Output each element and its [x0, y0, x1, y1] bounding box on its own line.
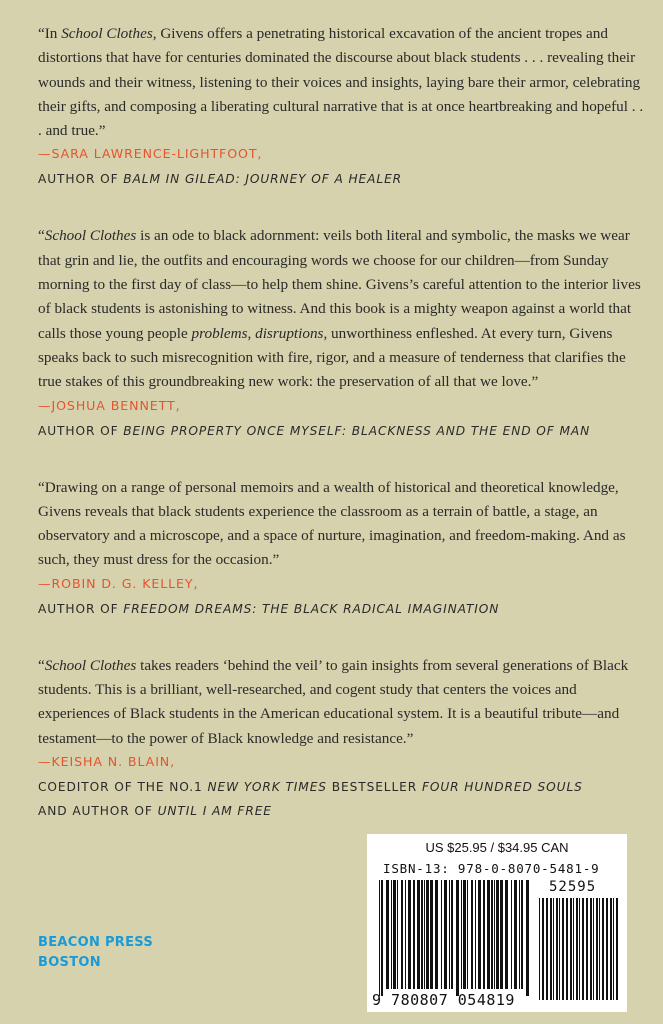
price-code: 52595 — [549, 879, 597, 895]
endorsement-1 — [38, 22, 650, 191]
endorser-name: —SARA LAWRENCE-LIGHTFOOT, — [38, 146, 263, 162]
endorser-credential: AUTHOR OF FREEDOM DREAMS: THE BLACK RADICAL IMAGINATION — [38, 601, 500, 616]
barcode-panel — [367, 834, 627, 1012]
endorser-name: —JOSHUA BENNETT, — [38, 397, 181, 413]
endorsement-quote: “Drawing on a range of personal memoirs and a wealth of historical and theoretical knowledge, Givens reveals that black students experience the classroom as a terrain of battle, a stage, an observatory and a microscope, and a space of nurture, imagination, and freedom-making. And as such, they must dress for the occasion.” — [38, 478, 626, 569]
endorsements — [38, 22, 650, 856]
endorser-credential: AUTHOR OF BEING PROPERTY ONCE MYSELF: BLACKNESS AND THE END OF MAN — [38, 423, 591, 438]
ean-digits: 9 780807 054819 — [372, 991, 515, 1009]
price-label: US $25.95 / $34.95 CAN — [425, 840, 569, 855]
endorser-credential: AUTHOR OF BALM IN GILEAD: JOURNEY OF A HEALER — [38, 172, 403, 187]
barcode-graphic — [367, 834, 627, 1012]
endorsement-quote: “School Clothes is an ode to black adornment: veils both literal and symbolic, the masks we wear that grin and lie, the outfits and encouraging words we choose for our children—from Sunday morning to the first day of class—to help them shine. Givens’s careful attention to the interior lives of black students is astonishing to witness. And this book is a mighty weapon against a world that calls those young people problems, disruptions, unworthiness enfleshed. At every turn, Givens speaks back to such misrecognition with fire, rigor, and a measure of tenderness that clarifies the true stakes of this groundbreaking new work: the preservation of all that we love.” — [38, 227, 641, 391]
endorsement-quote: “In School Clothes, Givens offers a penetrating historical excavation of the ancient tropes and distortions that have for centuries dominated the discourse about black students . . . revealing their wounds and their witness, listening to their voices and insights, laying bare their armor, celebrating their gifts, and composing a liberating cultural narrative that is at once heartbreaking and hopeful . . . and true.” — [38, 25, 644, 140]
endorsement-3 — [38, 476, 650, 621]
endorser-name: —ROBIN D. G. KELLEY, — [38, 575, 199, 591]
endorsement-2 — [38, 224, 650, 442]
isbn-label: ISBN-13: 978-0-8070-5481-9 — [383, 861, 600, 876]
endorsement-4 — [38, 654, 650, 823]
publisher-city: BOSTON — [38, 955, 101, 970]
publisher-name: BEACON PRESS — [38, 935, 154, 950]
endorser-credential: COEDITOR OF THE NO.1 NEW YORK TIMES BESTSELLER FOUR HUNDRED SOULS AND AUTHOR OF UNTIL I AM FREE — [38, 779, 583, 818]
publisher-logo — [38, 933, 153, 973]
endorsement-quote: “School Clothes takes readers ‘behind the veil’ to gain insights from several generations of Black students. This is a brilliant, well-researched, and cogent study that centers the voices and experiences of Black students in the American educational system. It is a beautiful tribute—and testament—to the power of Black knowledge and resistance.” — [38, 656, 629, 747]
endorser-name: —KEISHA N. BLAIN, — [38, 753, 176, 769]
